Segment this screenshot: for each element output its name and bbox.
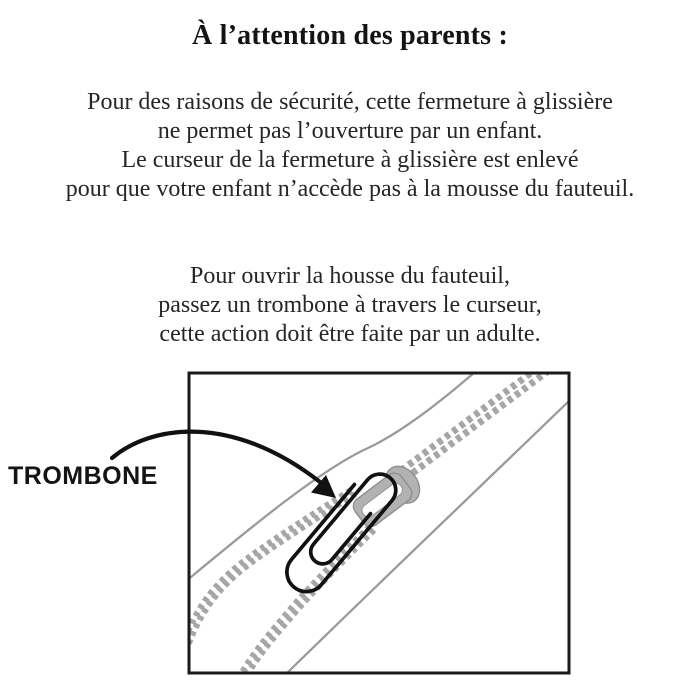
instruction-paragraph-line: cette action doit être faite par un adulte. (159, 321, 541, 347)
figure-canvas (0, 370, 700, 700)
safety-paragraph-line: Le curseur de la fermeture à glissière est enlevé (121, 147, 579, 173)
page-title: À l’attention des parents : (192, 20, 508, 51)
safety-paragraph (0, 88, 700, 204)
safety-paragraph-line: Pour des raisons de sécurité, cette fermeture à glissière (87, 89, 613, 115)
safety-paragraph-line: pour que votre enfant n’accède pas à la mousse du fauteuil. (65, 176, 635, 202)
instruction-paragraph-line: passez un trombone à travers le curseur, (158, 292, 542, 318)
instruction-paragraph-line: Pour ouvrir la housse du fauteuil, (190, 263, 510, 289)
trombone-label: TROMBONE (8, 462, 158, 490)
instruction-paragraph (0, 262, 700, 349)
zipper-illustration (0, 370, 700, 700)
safety-paragraph-line: ne permet pas l’ouverture par un enfant. (157, 118, 543, 144)
